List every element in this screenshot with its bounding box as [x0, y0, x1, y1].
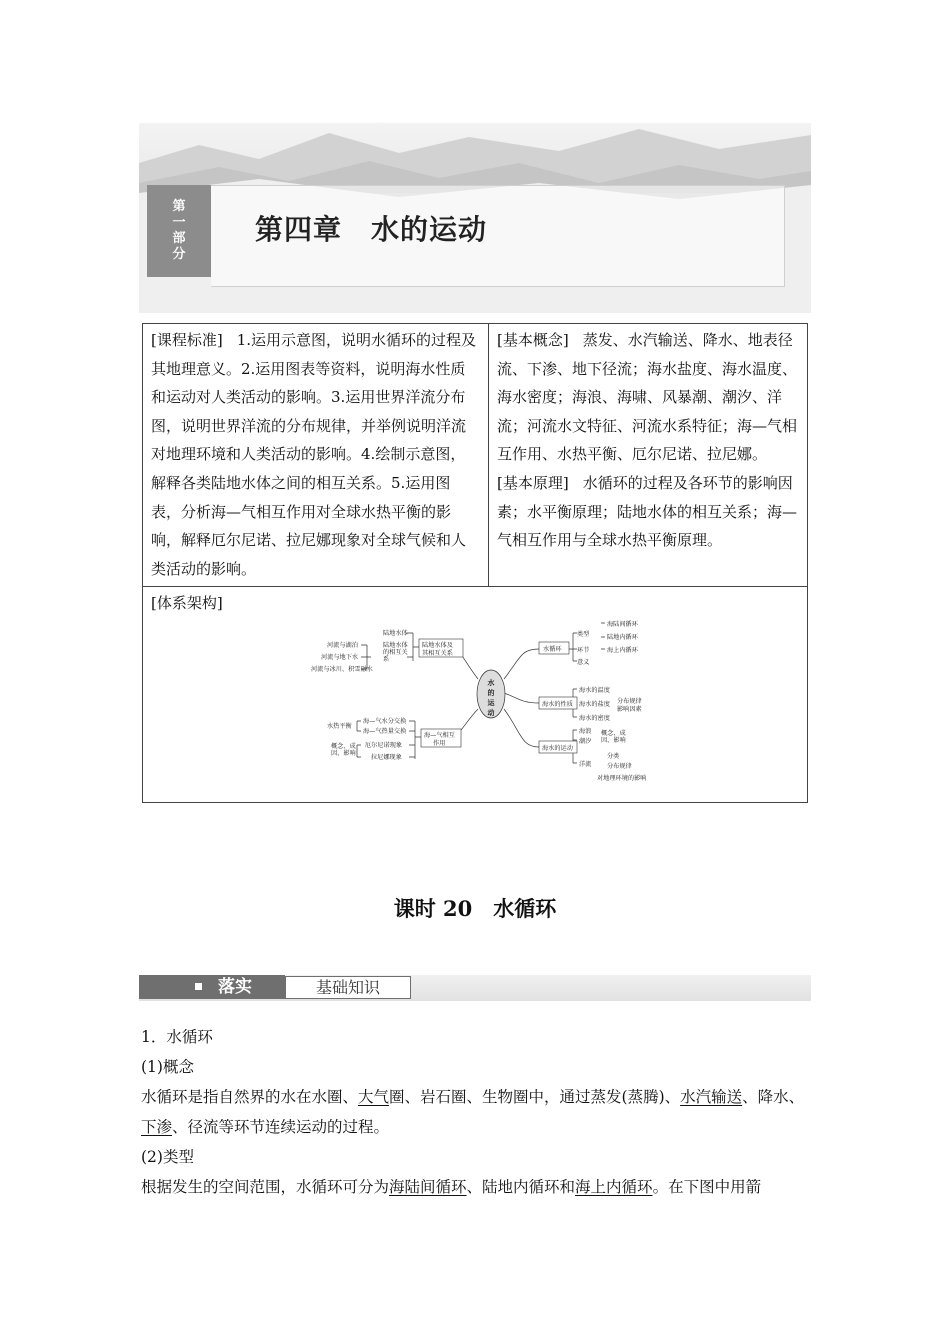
svg-text:影响因素: 影响因素: [617, 706, 642, 714]
svg-text:其相互关系: 其相互关系: [422, 650, 453, 658]
blank-answer: 海上内循环: [575, 1178, 653, 1196]
lesson-title: 课时 20 水循环: [393, 896, 557, 921]
mindmap-item: 海—气水分交换: [363, 718, 407, 726]
blank-answer: 大气: [358, 1088, 390, 1106]
basic-concept-cell: [489, 324, 808, 587]
mindmap-item: 类型: [577, 631, 590, 639]
course-standard-cell: [143, 324, 489, 587]
basic-principle-text: 水循环的过程及各环节的影响因素；水平衡原理；陆地水体的相互关系；海—气相互作用与全球水热平衡原理。: [497, 473, 798, 550]
svg-text:因、影响: 因、影响: [601, 737, 626, 745]
mindmap-item: 河流与冰川、积雪融水: [311, 666, 373, 674]
blank-answer: 水汽输送: [680, 1088, 743, 1106]
mindmap-note: 概念、成: [601, 730, 626, 738]
mindmap-item: 对地理环境的影响: [597, 775, 647, 783]
chapter-title: 第四章 水的运动: [255, 213, 488, 246]
svg-text:的: 的: [487, 689, 495, 698]
mindmap-item: 环节: [577, 647, 590, 655]
mindmap-item: 河流与湖泊: [327, 642, 358, 650]
mindmap-item: 海浪: [579, 728, 592, 736]
mindmap-item: 分类: [607, 753, 620, 761]
mindmap-branch-water-cycle: 水循环: [543, 646, 562, 654]
svg-text:动: 动: [487, 709, 495, 718]
mindmap-item: 陆地内循环: [607, 634, 638, 642]
svg-text:陆地水体: 陆地水体: [383, 642, 408, 650]
mindmap-item: 洋流: [579, 761, 592, 769]
subheading-types: (2)类型: [141, 1148, 194, 1166]
mindmap-group: 水热平衡: [327, 723, 352, 731]
blank-answer: 下渗: [141, 1118, 173, 1136]
mindmap-item: 海水的密度: [579, 715, 610, 723]
mindmap-branch-land-water: 陆地水体及: [422, 642, 453, 650]
svg-text:系: 系: [383, 656, 390, 664]
svg-text:运: 运: [487, 699, 495, 708]
section-bar-dark: 落实: [139, 975, 285, 999]
standards-table: [142, 323, 808, 803]
mindmap-item: 分布规律: [607, 763, 632, 771]
framework-cell: [143, 587, 808, 803]
mindmap-branch-sea-property: 海水的性质: [542, 701, 573, 709]
basic-concept-text: 蒸发、水汽输送、降水、地表径流、下渗、地下径流；海水盐度、海水温度、海水密度；海浪、海啸、风暴潮、潮汐、洋流；河流水文特征、河流水系特征；海—气相互作用、水热平衡、厄尔尼诺、拉尼娜。: [497, 331, 798, 464]
framework-label: [体系架构]: [151, 594, 223, 613]
basic-principle-label: [基本原理]: [497, 473, 569, 492]
svg-text:因、影响: 因、影响: [331, 750, 356, 758]
square-bullet-icon: [195, 983, 202, 990]
lesson-content: [141, 1022, 813, 1202]
blank-answer: 海陆间循环: [389, 1178, 467, 1196]
part-tag: 第一部分: [147, 185, 211, 277]
mindmap-group: 概念、成: [331, 743, 356, 751]
mindmap-item: 海水的盐度: [579, 701, 610, 709]
mindmap-branch-air-sea: 海—气相互: [424, 732, 455, 740]
section-bar-light: 基础知识: [285, 976, 411, 999]
subheading-concept: (1)概念: [141, 1058, 194, 1076]
course-standard-text: 1.运用示意图，说明水循环的过程及其地理意义。2.运用图表等资料，说明海水性质和运动对人类活动的影响。3.运用世界洋流分布图，说明世界洋流的分布规律，并举例说明洋流对地理环境和人类活动的影响。4.绘制示意图，解释各类陆地水体之间的相互关系。5.运用图表，分析海—气相互作用对全球水热平衡的影响，解释厄尔尼诺、拉尼娜现象对全球气候和人类活动的影响。: [151, 331, 477, 578]
mindmap-item: 拉尼娜现象: [371, 754, 402, 762]
mindmap-item: 海上内循环: [607, 647, 638, 655]
mindmap-item: 潮汐: [579, 738, 592, 746]
svg-text:的相互关: 的相互关: [383, 649, 408, 657]
mindmap-item: 陆地水体: [383, 630, 408, 638]
course-standard-label: [课程标准]: [151, 331, 223, 349]
mindmap-note: 分布规律: [617, 698, 642, 706]
paragraph-types: 根据发生的空间范围，水循环可分为海陆间循环、陆地内循环和海上内循环。在下图中用箭: [141, 1178, 762, 1196]
basic-concept-label: [基本概念]: [497, 331, 569, 349]
mindmap-item: 河流与地下水: [321, 654, 359, 662]
mindmap-item: 海—气热量交换: [363, 728, 407, 736]
svg-text:作用: 作用: [433, 740, 446, 748]
paragraph-concept: 水循环是指自然界的水在水圈、大气圈、岩石圈、生物圈中，通过蒸发(蒸腾)、水汽输送、降水、下渗、径流等环节连续运动的过程。: [141, 1088, 805, 1136]
mind-map: [311, 617, 647, 795]
mindmap-item: 海水的温度: [579, 687, 610, 695]
mindmap-item: 厄尔尼诺现象: [365, 742, 403, 750]
heading-water-cycle: 1．水循环: [141, 1028, 213, 1046]
mindmap-branch-sea-motion: 海水的运动: [542, 745, 573, 753]
mindmap-item: 海陆间循环: [607, 621, 638, 629]
mindmap-center: 水: [487, 679, 495, 688]
mindmap-item: 意义: [577, 659, 590, 667]
